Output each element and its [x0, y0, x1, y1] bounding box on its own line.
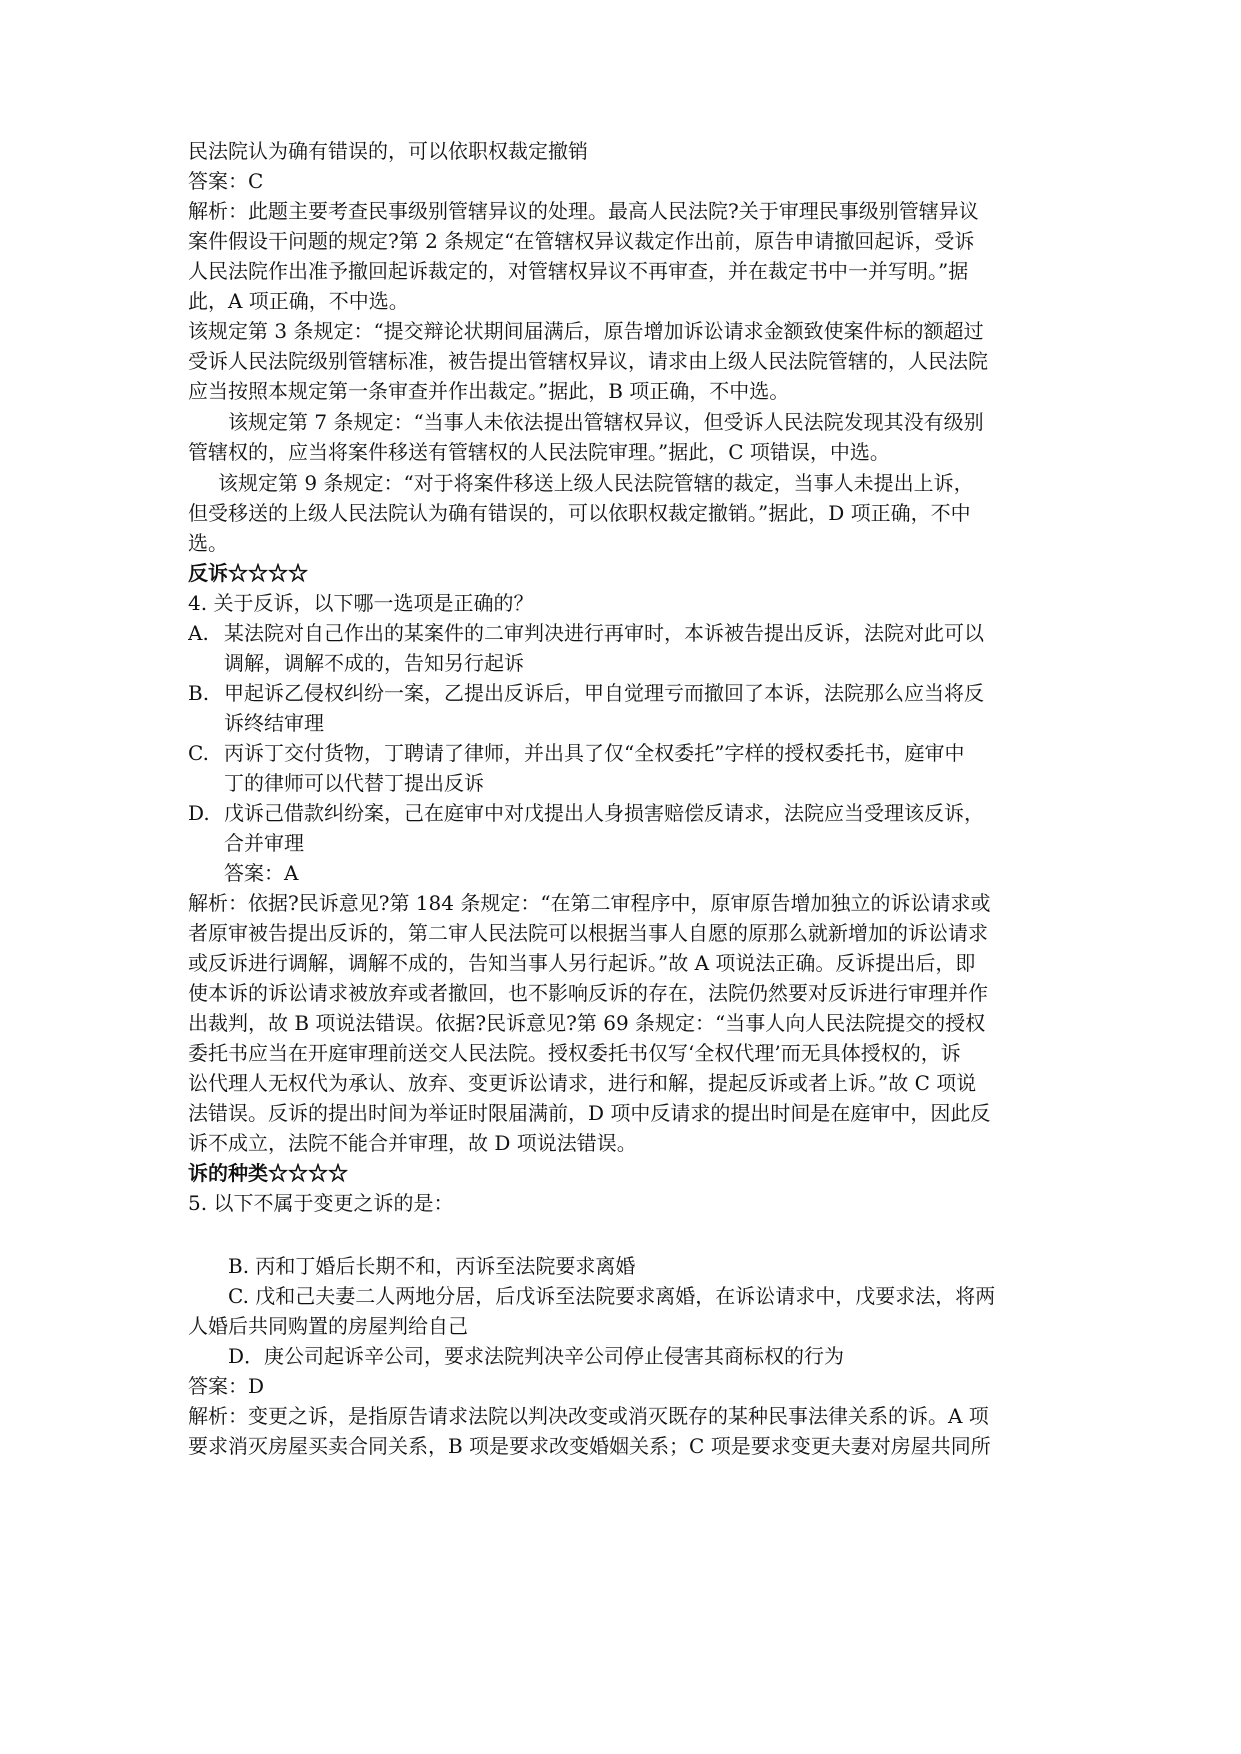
analysis-line: 出裁判，故 B 项说法错误。依据?民诉意见?第 69 条规定：“当事人向人民法院提交的授权	[188, 1011, 986, 1035]
analysis-line: 受诉人民法院级别管辖标准，被告提出管辖权异议，请求由上级人民法院管辖的，人民法院	[188, 349, 988, 373]
analysis-line: 该规定第 3 条规定：“提交辩论状期间届满后，原告增加诉讼请求金额致使案件标的额超过	[188, 319, 984, 343]
answer-line: 答案：D	[188, 1374, 265, 1398]
analysis-line: 案件假设干问题的规定?第 2 条规定“在管辖权异议裁定作出前，原告申请撤回起诉，受诉	[188, 229, 975, 253]
option-b	[188, 678, 1068, 708]
option-text: 戊诉己借款纠纷案，己在庭审中对戊提出人身损害赔偿反请求，法院应当受理该反诉，	[224, 801, 984, 825]
option-text: 丙诉丁交付货物，丁聘请了律师，并出具了仅“全权委托”字样的授权委托书，庭审中	[224, 741, 965, 765]
analysis-line: 要求消灭房屋买卖合同关系，B 项是要求改变婚姻关系；C 项是要求变更夫妻对房屋共同所	[188, 1434, 991, 1458]
section-heading: 反诉☆☆☆☆	[188, 561, 308, 585]
analysis-line: 或反诉进行调解，调解不成的，告知当事人另行起诉。”故 A 项说法正确。反诉提出后，即	[188, 951, 976, 975]
option-label: B.	[188, 681, 210, 705]
analysis-line: 但受移送的上级人民法院认为确有错误的，可以依职权裁定撤销。”据此，D 项正确，不中	[188, 501, 971, 525]
option-d-cont: 合并审理	[224, 831, 304, 855]
analysis-line: 选。	[188, 531, 228, 555]
option-label: C.	[188, 741, 209, 765]
option-label: D.	[188, 801, 210, 825]
option-a	[188, 618, 1068, 648]
option-c-cont: 丁的律师可以代替丁提出反诉	[224, 771, 484, 795]
analysis-line: 管辖权的，应当将案件移送有管辖权的人民法院审理。”据此，C 项错误，中选。	[188, 440, 890, 464]
section-heading: 诉的种类☆☆☆☆	[188, 1161, 348, 1185]
option-c-cont: 人婚后共同购置的房屋判给自己	[188, 1314, 468, 1338]
analysis-line: 该规定第 9 条规定：“对于将案件移送上级人民法院管辖的裁定，当事人未提出上诉，	[218, 471, 974, 495]
option-c	[188, 738, 1068, 768]
analysis-line: 委托书应当在开庭审理前送交人民法院。授权委托书仅写‘全权代理’而无具体授权的，诉	[188, 1041, 961, 1065]
analysis-line: 解析：此题主要考查民事级别管辖异议的处理。最高人民法院?关于审理民事级别管辖异议	[188, 199, 979, 223]
option-d: D．庚公司起诉辛公司，要求法院判决辛公司停止侵害其商标权的行为	[228, 1344, 845, 1368]
text-line: 民法院认为确有错误的，可以依职权裁定撤销	[188, 139, 588, 163]
question-line: 4. 关于反诉，以下哪一选项是正确的？	[188, 591, 534, 615]
analysis-line: 解析：变更之诉，是指原告请求法院以判决改变或消灭既存的某种民事法律关系的诉。A 项	[188, 1404, 989, 1428]
answer-line: 答案：C	[188, 169, 264, 193]
analysis-line: 者原审被告提出反诉的，第二审人民法院可以根据当事人自愿的原那么就新增加的诉讼请求	[188, 921, 988, 945]
option-a-cont: 调解，调解不成的，告知另行起诉	[224, 651, 524, 675]
analysis-line: 使本诉的诉讼请求被放弃或者撤回，也不影响反诉的存在，法院仍然要对反诉进行审理并作	[188, 981, 988, 1005]
option-d	[188, 798, 1068, 828]
analysis-line: 诉不成立，法院不能合并审理，故 D 项说法错误。	[188, 1131, 637, 1155]
analysis-line: 讼代理人无权代为承认、放弃、变更诉讼请求，进行和解，提起反诉或者上诉。”故 C 项说	[188, 1071, 977, 1095]
option-c: C. 戊和己夫妻二人两地分居，后戊诉至法院要求离婚，在诉讼请求中，戊要求法，将两	[228, 1284, 996, 1308]
answer-line: 答案：A	[224, 861, 299, 885]
analysis-line: 解析：依据?民诉意见?第 184 条规定：“在第二审程序中，原审原告增加独立的诉讼请求或	[188, 891, 991, 915]
option-label: A.	[188, 621, 209, 645]
analysis-line: 人民法院作出准予撤回起诉裁定的，对管辖权异议不再审查，并在裁定书中一并写明。”据	[188, 259, 969, 283]
option-text: 甲起诉乙侵权纠纷一案，乙提出反诉后，甲自觉理亏而撤回了本诉，法院那么应当将反	[224, 681, 984, 705]
analysis-line: 此，A 项正确，不中选。	[188, 289, 409, 313]
analysis-line: 法错误。反诉的提出时间为举证时限届满前，D 项中反请求的提出时间是在庭审中，因此反	[188, 1101, 991, 1125]
option-text: 某法院对自己作出的某案件的二审判决进行再审时，本诉被告提出反诉，法院对此可以	[224, 621, 984, 645]
analysis-line: 应当按照本规定第一条审查并作出裁定。”据此，B 项正确，不中选。	[188, 379, 790, 403]
option-b-cont: 诉终结审理	[224, 711, 324, 735]
question-line: 5. 以下不属于变更之诉的是：	[188, 1191, 454, 1215]
option-b: B. 丙和丁婚后长期不和，丙诉至法院要求离婚	[228, 1254, 636, 1278]
analysis-line: 该规定第 7 条规定：“当事人未依法提出管辖权异议，但受诉人民法院发现其没有级别	[228, 410, 984, 434]
